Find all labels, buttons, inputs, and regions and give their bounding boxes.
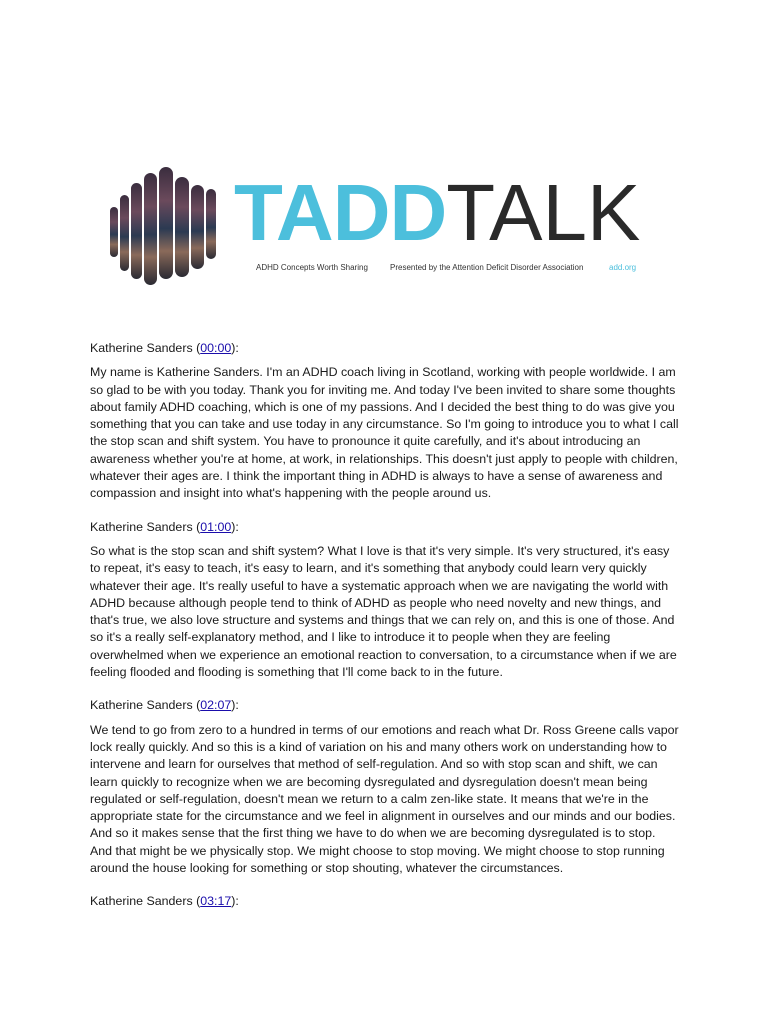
speaker-name: Katherine Sanders	[90, 698, 193, 713]
timestamp-link[interactable]: 03:17	[200, 894, 232, 909]
speaker-name: Katherine Sanders	[90, 341, 193, 355]
transcript-entry	[90, 519, 680, 682]
transcript-entry	[90, 697, 680, 877]
speaker-line: Katherine Sanders (03:17):	[90, 894, 239, 909]
timestamp-link[interactable]: 01:00	[200, 519, 232, 534]
timestamp-link[interactable]: 02:07	[200, 698, 232, 713]
timestamp-link[interactable]: 00:00	[200, 341, 232, 355]
tagline-concepts: ADHD Concepts Worth Sharing	[256, 263, 368, 272]
logo-talk: TALK	[446, 168, 641, 257]
photo-bars-graphic	[108, 165, 220, 285]
transcript-paragraph: My name is Katherine Sanders. I'm an ADHD coach living in Scotland, working with people worldwide. I am so glad to be with you today. Thank you for inviting me. And today I've been invited to share some thoughts about family ADHD coaching, which is one of my passions. And I decided the best thing to do was give you something that you can take and use today in any circumstance. So I'm going to introduce you to what I call the stop scan and shift system. You have to pronounce it quite carefully, and it's about introducing an awareness whether you're at home, at work, in relationships. This doesn't just apply to people with children, whatever their ages are. I think the important thing in ADHD is always to have a sense of awareness and compassion and insight into what's happening with the people around us.	[90, 365, 679, 501]
transcript-entry	[90, 893, 680, 910]
speaker-line: Katherine Sanders (02:07):	[90, 698, 239, 713]
transcript-paragraph: So what is the stop scan and shift system? What I love is that it's very simple. It's very structured, it's easy to repeat, it's easy to teach, it's easy to learn, and it's something that anybody could learn very quickly whatever their age. It's really useful to have a systematic approach when we are navigating the world with ADHD because although people tend to think of ADHD as people who need novelty and new things, and that's true, we also love structure and systems and things that we can rely on, and this is one of those. And so it's a really self-explanatory method, and I like to introduce it to people when they are feeling overwhelmed when we experience an emotional reaction to conversation, to a circumstance when if we are feeling flooded and flooding is something that I'll come back to in the future.	[90, 543, 677, 680]
transcript-entry	[90, 340, 680, 503]
tagline-url: add.org	[609, 263, 637, 272]
tadd-talk-logo	[108, 165, 668, 290]
logo-wordmark	[234, 168, 641, 257]
logo-tadd: TADD	[234, 168, 447, 257]
speaker-name: Katherine Sanders	[90, 519, 193, 534]
tagline-presented-by: Presented by the Attention Deficit Disorder Association	[390, 263, 584, 272]
transcript-paragraph: We tend to go from zero to a hundred in terms of our emotions and reach what Dr. Ross Greene calls vapor lock really quickly. And so this is a kind of variation on his and many others work on understanding how to intervene and learn for ourselves that method of self-regulation. And so with stop scan and shift, we can learn quickly to recognize when we are becoming dysregulated and dysregulation doesn't mean being regulated or self-regulation, doesn't mean we return to a calm zen-like state. It means that we're in the appropriate state for the circumstance and we feel in alignment in ourselves and our minds and our bodies. And so it makes sense that the first thing we have to do when we are becoming dysregulated is to stop. And that might be we physically stop. We might choose to stop moving. We might choose to stop running around the house looking for something or stop shouting, whatever the circumstances.	[90, 722, 679, 876]
speaker-name: Katherine Sanders	[90, 894, 193, 909]
speaker-line: Katherine Sanders (01:00):	[90, 519, 239, 534]
speaker-line: Katherine Sanders (00:00):	[90, 341, 239, 355]
transcript	[90, 340, 680, 918]
